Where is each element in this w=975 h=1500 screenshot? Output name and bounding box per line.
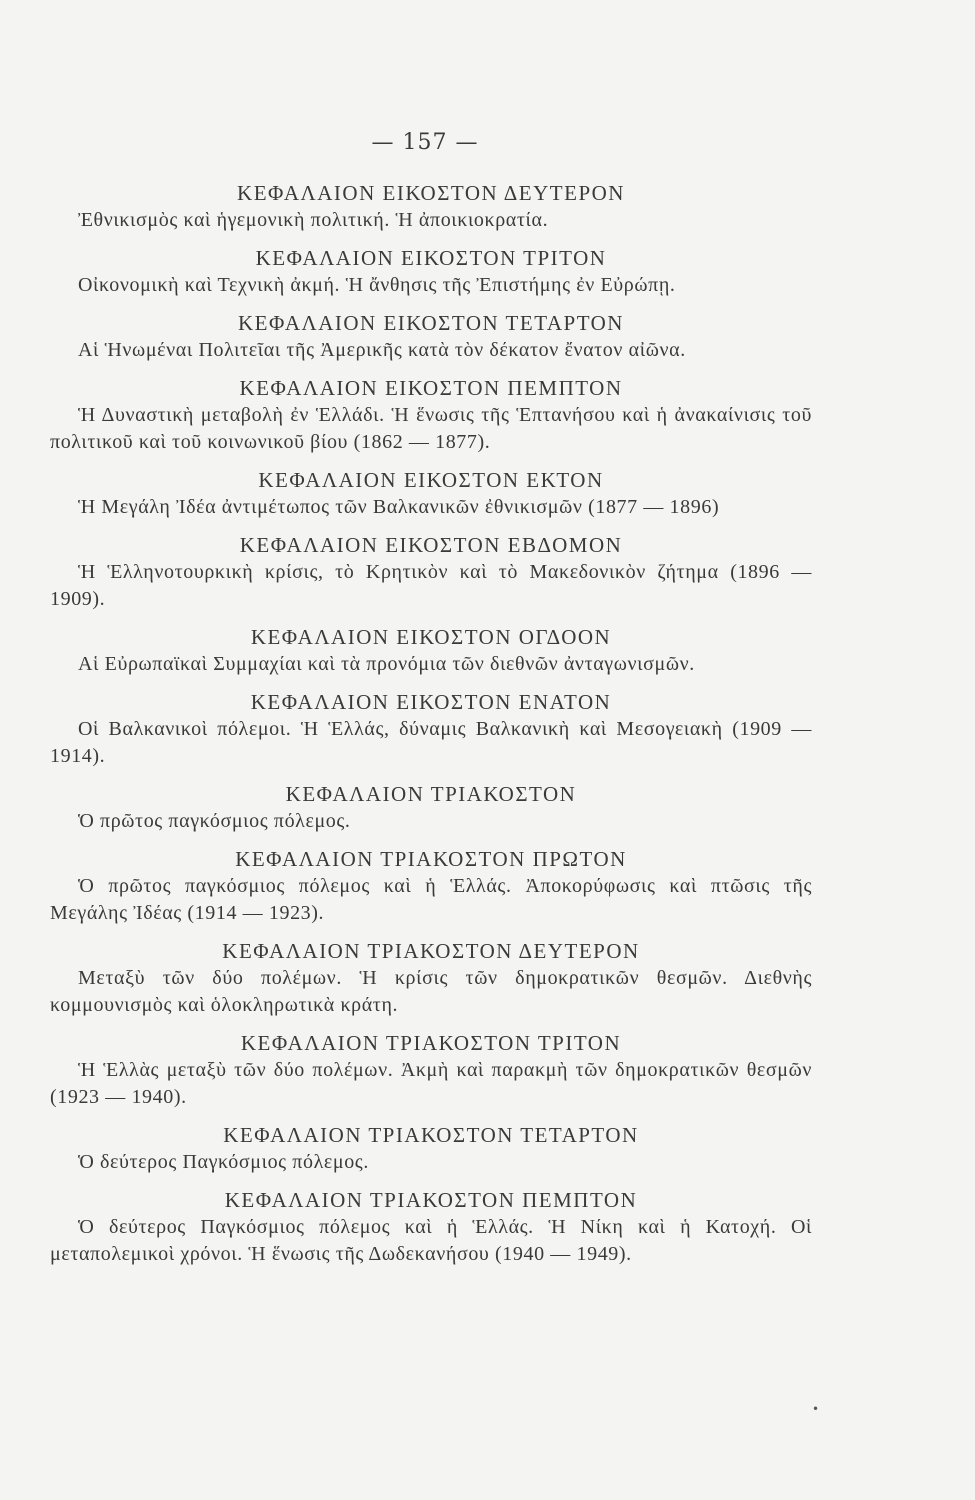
chapter-title: ΚΕΦΑΛΑΙΟΝ ΕΙΚΟΣΤΟΝ ΔΕΥΤΕΡΟΝ [237, 181, 625, 205]
chapter-title: ΚΕΦΑΛΑΙΟΝ ΕΙΚΟΣΤΟΝ ΕΒΔΟΜΟΝ [239, 533, 623, 557]
chapter-title: ΚΕΦΑΛΑΙΟΝ ΕΙΚΟΣΤΟΝ ΤΡΙΤΟΝ [255, 246, 607, 270]
chapter-description: Ὁ δεύτερος Παγκόσμιος πόλεμος. [78, 1151, 369, 1173]
chapter-title: ΚΕΦΑΛΑΙΟΝ ΤΡΙΑΚΟΣΤΟΝ ΔΕΥΤΕΡΟΝ [222, 939, 640, 963]
chapter-title: ΚΕΦΑΛΑΙΟΝ ΤΡΙΑΚΟΣΤΟΝ [285, 782, 577, 806]
chapter-description: Ἡ Ἑλληνοτουρκικὴ κρίσις, τὸ Κρητικὸν καὶ τὸ Μακεδονικὸν ζήτημα (1896 — 1909). [50, 561, 812, 610]
chapter-30 [50, 781, 812, 835]
chapter-description: Ἡ Δυναστικὴ μεταβολὴ ἐν Ἑλλάδι. Ἡ ἕνωσις τῆς Ἑπτανήσου καὶ ἡ ἀνακαίνισις τοῦ πολιτικοῦ καὶ τοῦ κοινωνικοῦ βίου (1862 — 1877). [50, 404, 812, 453]
chapter-35 [50, 1187, 812, 1268]
chapter-description: Οἰκονομικὴ καὶ Τεχνικὴ ἀκμή. Ἡ ἄνθησις τῆς Ἐπιστήμης ἐν Εὐρώπῃ. [78, 274, 676, 296]
chapter-title: ΚΕΦΑΛΑΙΟΝ ΤΡΙΑΚΟΣΤΟΝ ΠΕΜΠΤΟΝ [224, 1188, 638, 1212]
page-number: — 157 — [371, 130, 479, 155]
chapter-description: Ἐθνικισμὸς καὶ ἡγεμονικὴ πολιτική. Ἡ ἀποικιοκρατία. [78, 209, 549, 231]
chapter-25 [50, 375, 812, 456]
chapter-22 [50, 180, 812, 234]
chapter-title: ΚΕΦΑΛΑΙΟΝ ΕΙΚΟΣΤΟΝ ΕΚΤΟΝ [258, 468, 604, 492]
chapter-list [50, 180, 812, 1279]
chapter-title: ΚΕΦΑΛΑΙΟΝ ΕΙΚΟΣΤΟΝ ΕΝΑΤΟΝ [250, 690, 612, 714]
chapter-title: ΚΕΦΑΛΑΙΟΝ ΤΡΙΑΚΟΣΤΟΝ ΤΕΤΑΡΤΟΝ [223, 1123, 639, 1147]
chapter-24 [50, 310, 812, 364]
chapter-description: Ἡ Ἑλλὰς μεταξὺ τῶν δύο πολέμων. Ἀκμὴ καὶ παρακμὴ τῶν δημοκρατικῶν θεσμῶν (1923 — 1940). [50, 1059, 812, 1108]
chapter-27 [50, 532, 812, 613]
chapter-description: Αἱ Εὐρωπαϊκαὶ Συμμαχίαι καὶ τὰ προνόμια τῶν διεθνῶν ἀνταγωνισμῶν. [78, 653, 695, 675]
chapter-description: Ἡ Μεγάλη Ἰδέα ἀντιμέτωπος τῶν Βαλκανικῶν ἐθνικισμῶν (1877 — 1896) [78, 496, 720, 518]
chapter-title: ΚΕΦΑΛΑΙΟΝ ΤΡΙΑΚΟΣΤΟΝ ΠΡΩΤΟΝ [235, 847, 627, 871]
chapter-34 [50, 1122, 812, 1176]
chapter-description: Ὁ πρῶτος παγκόσμιος πόλεμος. [78, 810, 351, 832]
chapter-description: Αἱ Ἡνωμέναι Πολιτεῖαι τῆς Ἀμερικῆς κατὰ τὸν δέκατον ἔνατον αἰῶνα. [78, 339, 686, 361]
chapter-23 [50, 245, 812, 299]
chapter-29 [50, 689, 812, 770]
chapter-description: Ὁ πρῶτος παγκόσμιος πόλεμος καὶ ἡ Ἑλλάς. Ἀποκορύφωσις καὶ πτῶσις τῆς Μεγάλης Ἰδέας (1914 — 1923). [50, 875, 812, 924]
chapter-title: ΚΕΦΑΛΑΙΟΝ ΕΙΚΟΣΤΟΝ ΠΕΜΠΤΟΝ [239, 376, 623, 400]
chapter-32 [50, 938, 812, 1019]
chapter-28 [50, 624, 812, 678]
chapter-description: Οἱ Βαλκανικοὶ πόλεμοι. Ἡ Ἑλλάς, δύναμις Βαλκανικὴ καὶ Μεσογειακὴ (1909 — 1914). [50, 718, 812, 767]
print-speck: • [812, 1402, 820, 1416]
chapter-33 [50, 1030, 812, 1111]
chapter-31 [50, 846, 812, 927]
chapter-title: ΚΕΦΑΛΑΙΟΝ ΕΙΚΟΣΤΟΝ ΤΕΤΑΡΤΟΝ [238, 311, 624, 335]
chapter-title: ΚΕΦΑΛΑΙΟΝ ΕΙΚΟΣΤΟΝ ΟΓΔΟΟΝ [250, 625, 612, 649]
chapter-description: Ὁ δεύτερος Παγκόσμιος πόλεμος καὶ ἡ Ἑλλάς. Ἡ Νίκη καὶ ἡ Κατοχή. Οἱ μεταπολεμικοὶ χρόνοι. Ἡ ἕνωσις τῆς Δωδεκανήσου (1940 — 1949). [50, 1216, 812, 1265]
chapter-description: Μεταξὺ τῶν δύο πολέμων. Ἡ κρίσις τῶν δημοκρατικῶν θεσμῶν. Διεθνὴς κομμουνισμὸς καὶ ὁλοκληρωτικὰ κράτη. [50, 967, 812, 1016]
chapter-title: ΚΕΦΑΛΑΙΟΝ ΤΡΙΑΚΟΣΤΟΝ ΤΡΙΤΟΝ [240, 1031, 622, 1055]
chapter-26 [50, 467, 812, 521]
